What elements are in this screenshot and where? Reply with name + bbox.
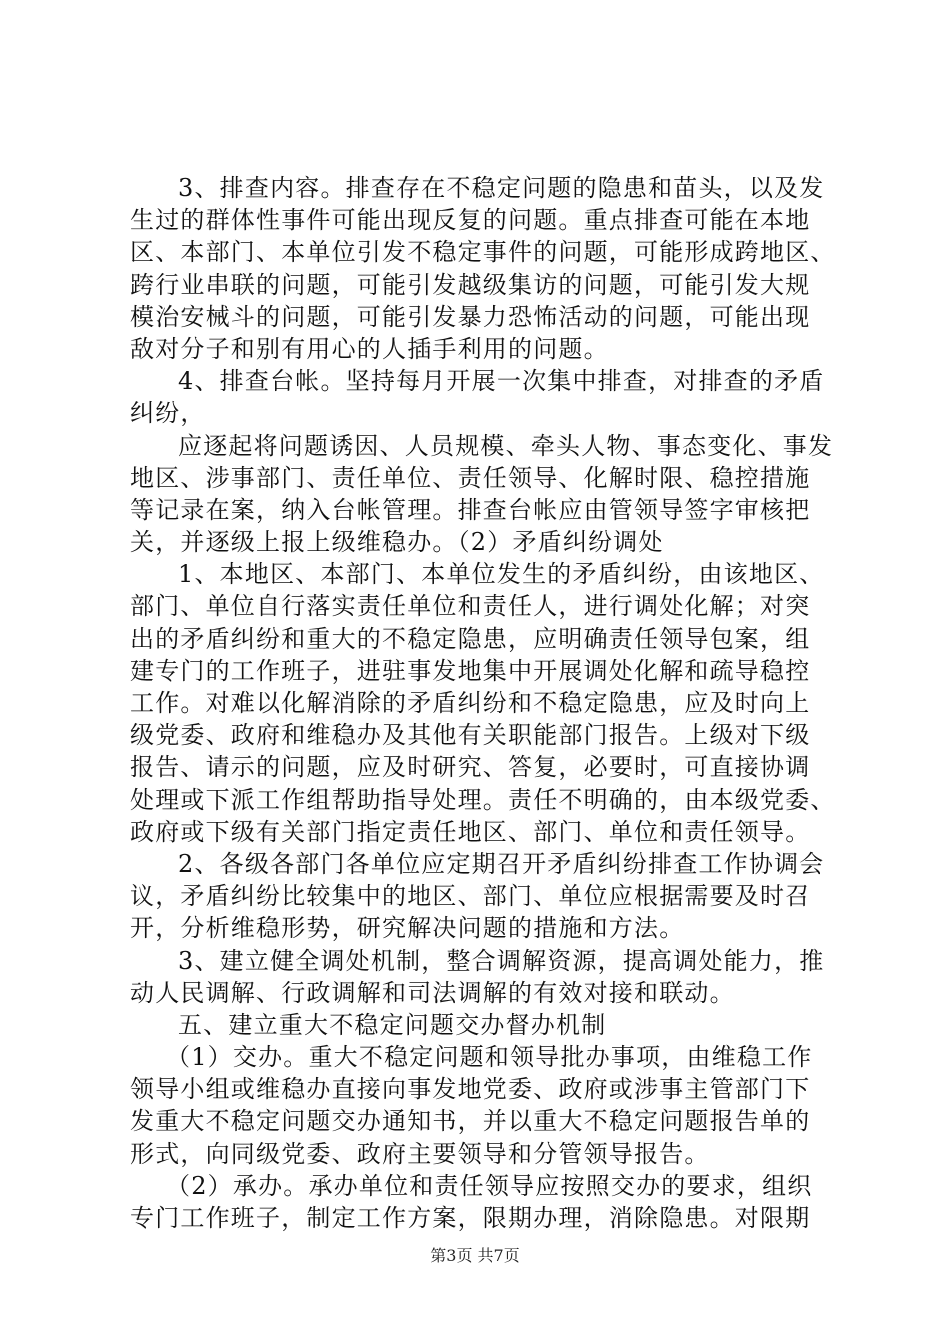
text-line: 纠纷， xyxy=(130,399,206,428)
text-line: 形式，向同级党委、政府主要领导和分管领导报告。 xyxy=(130,1139,710,1168)
text-line: 五、建立重大不稳定问题交办督办机制 xyxy=(178,1010,607,1039)
text-line: 领导小组或维稳办直接向事发地党委、政府或涉事主管部门下 xyxy=(130,1075,811,1104)
text-line: 议，矛盾纠纷比较集中的地区、部门、单位应根据需要及时召 xyxy=(130,882,811,911)
text-line: 地区、涉事部门、责任单位、责任领导、化解时限、稳控措施 xyxy=(130,463,811,492)
text-line: 工作。对难以化解消除的矛盾纠纷和不稳定隐患，应及时向上 xyxy=(130,689,811,717)
text-line: 2、各级各部门各单位应定期召开矛盾纠纷排查工作协调会 xyxy=(178,849,825,878)
text-line: （1）交办。重大不稳定问题和领导批办事项，由维稳工作 xyxy=(166,1043,813,1072)
text-line: 跨行业串联的问题，可能引发越级集访的问题，可能引发大规 xyxy=(130,270,811,299)
text-line: （2）承办。承办单位和责任领导应按照交办的要求，组织 xyxy=(166,1171,813,1200)
text-line: 发重大不稳定问题交办通知书，并以重大不稳定问题报告单的 xyxy=(130,1107,811,1136)
text-line: 敌对分子和别有用心的人插手利用的问题。 xyxy=(130,334,609,363)
text-line: 政府或下级有关部门指定责任地区、部门、单位和责任领导。 xyxy=(130,817,811,846)
text-line: 应逐起将问题诱因、人员规模、牵头人物、事态变化、事发 xyxy=(178,431,834,460)
text-line: 模治安械斗的问题，可能引发暴力恐怖活动的问题，可能出现 xyxy=(130,302,811,331)
document-body xyxy=(130,172,836,1234)
text-line: 级党委、政府和维稳办及其他有关职能部门报告。上级对下级 xyxy=(130,721,811,750)
text-line: 3、排查内容。排查存在不稳定问题的隐患和苗头，以及发 xyxy=(178,174,825,202)
text-line: 建专门的工作班子，进驻事发地集中开展调处化解和疏导稳控 xyxy=(130,656,811,685)
text-line: 专门工作班子，制定工作方案，限期办理，消除隐患。对限期 xyxy=(130,1204,811,1232)
text-line: 3、建立健全调处机制，整合调解资源，提高调处能力，推 xyxy=(178,946,825,975)
page-footer: 第3页 共7页 xyxy=(430,1246,520,1265)
text-line: 出的矛盾纠纷和重大的不稳定隐患，应明确责任领导包案，组 xyxy=(130,624,811,653)
text-line: 关，并逐级上报上级维稳办。（2）矛盾纠纷调处 xyxy=(130,528,664,557)
text-line: 生过的群体性事件可能出现反复的问题。重点排查可能在本地 xyxy=(130,206,811,235)
text-line: 区、本部门、本单位引发不稳定事件的问题，可能形成跨地区、 xyxy=(130,238,836,267)
text-line: 等记录在案，纳入台帐管理。排查台帐应由管领导签字审核把 xyxy=(130,495,811,524)
text-line: 开，分析维稳形势，研究解决问题的措施和方法。 xyxy=(130,914,685,943)
text-line: 报告、请示的问题，应及时研究、答复，必要时，可直接协调 xyxy=(130,753,811,782)
text-line: 4、排查台帐。坚持每月开展一次集中排查，对排查的矛盾 xyxy=(178,367,825,396)
text-line: 处理或下派工作组帮助指导处理。责任不明确的，由本级党委、 xyxy=(130,785,836,814)
text-line: 1、本地区、本部门、本单位发生的矛盾纠纷，由该地区、 xyxy=(178,560,825,589)
text-line: 部门、单位自行落实责任单位和责任人，进行调处化解；对突 xyxy=(130,592,811,621)
text-line: 动人民调解、行政调解和司法调解的有效对接和联动。 xyxy=(130,978,735,1007)
